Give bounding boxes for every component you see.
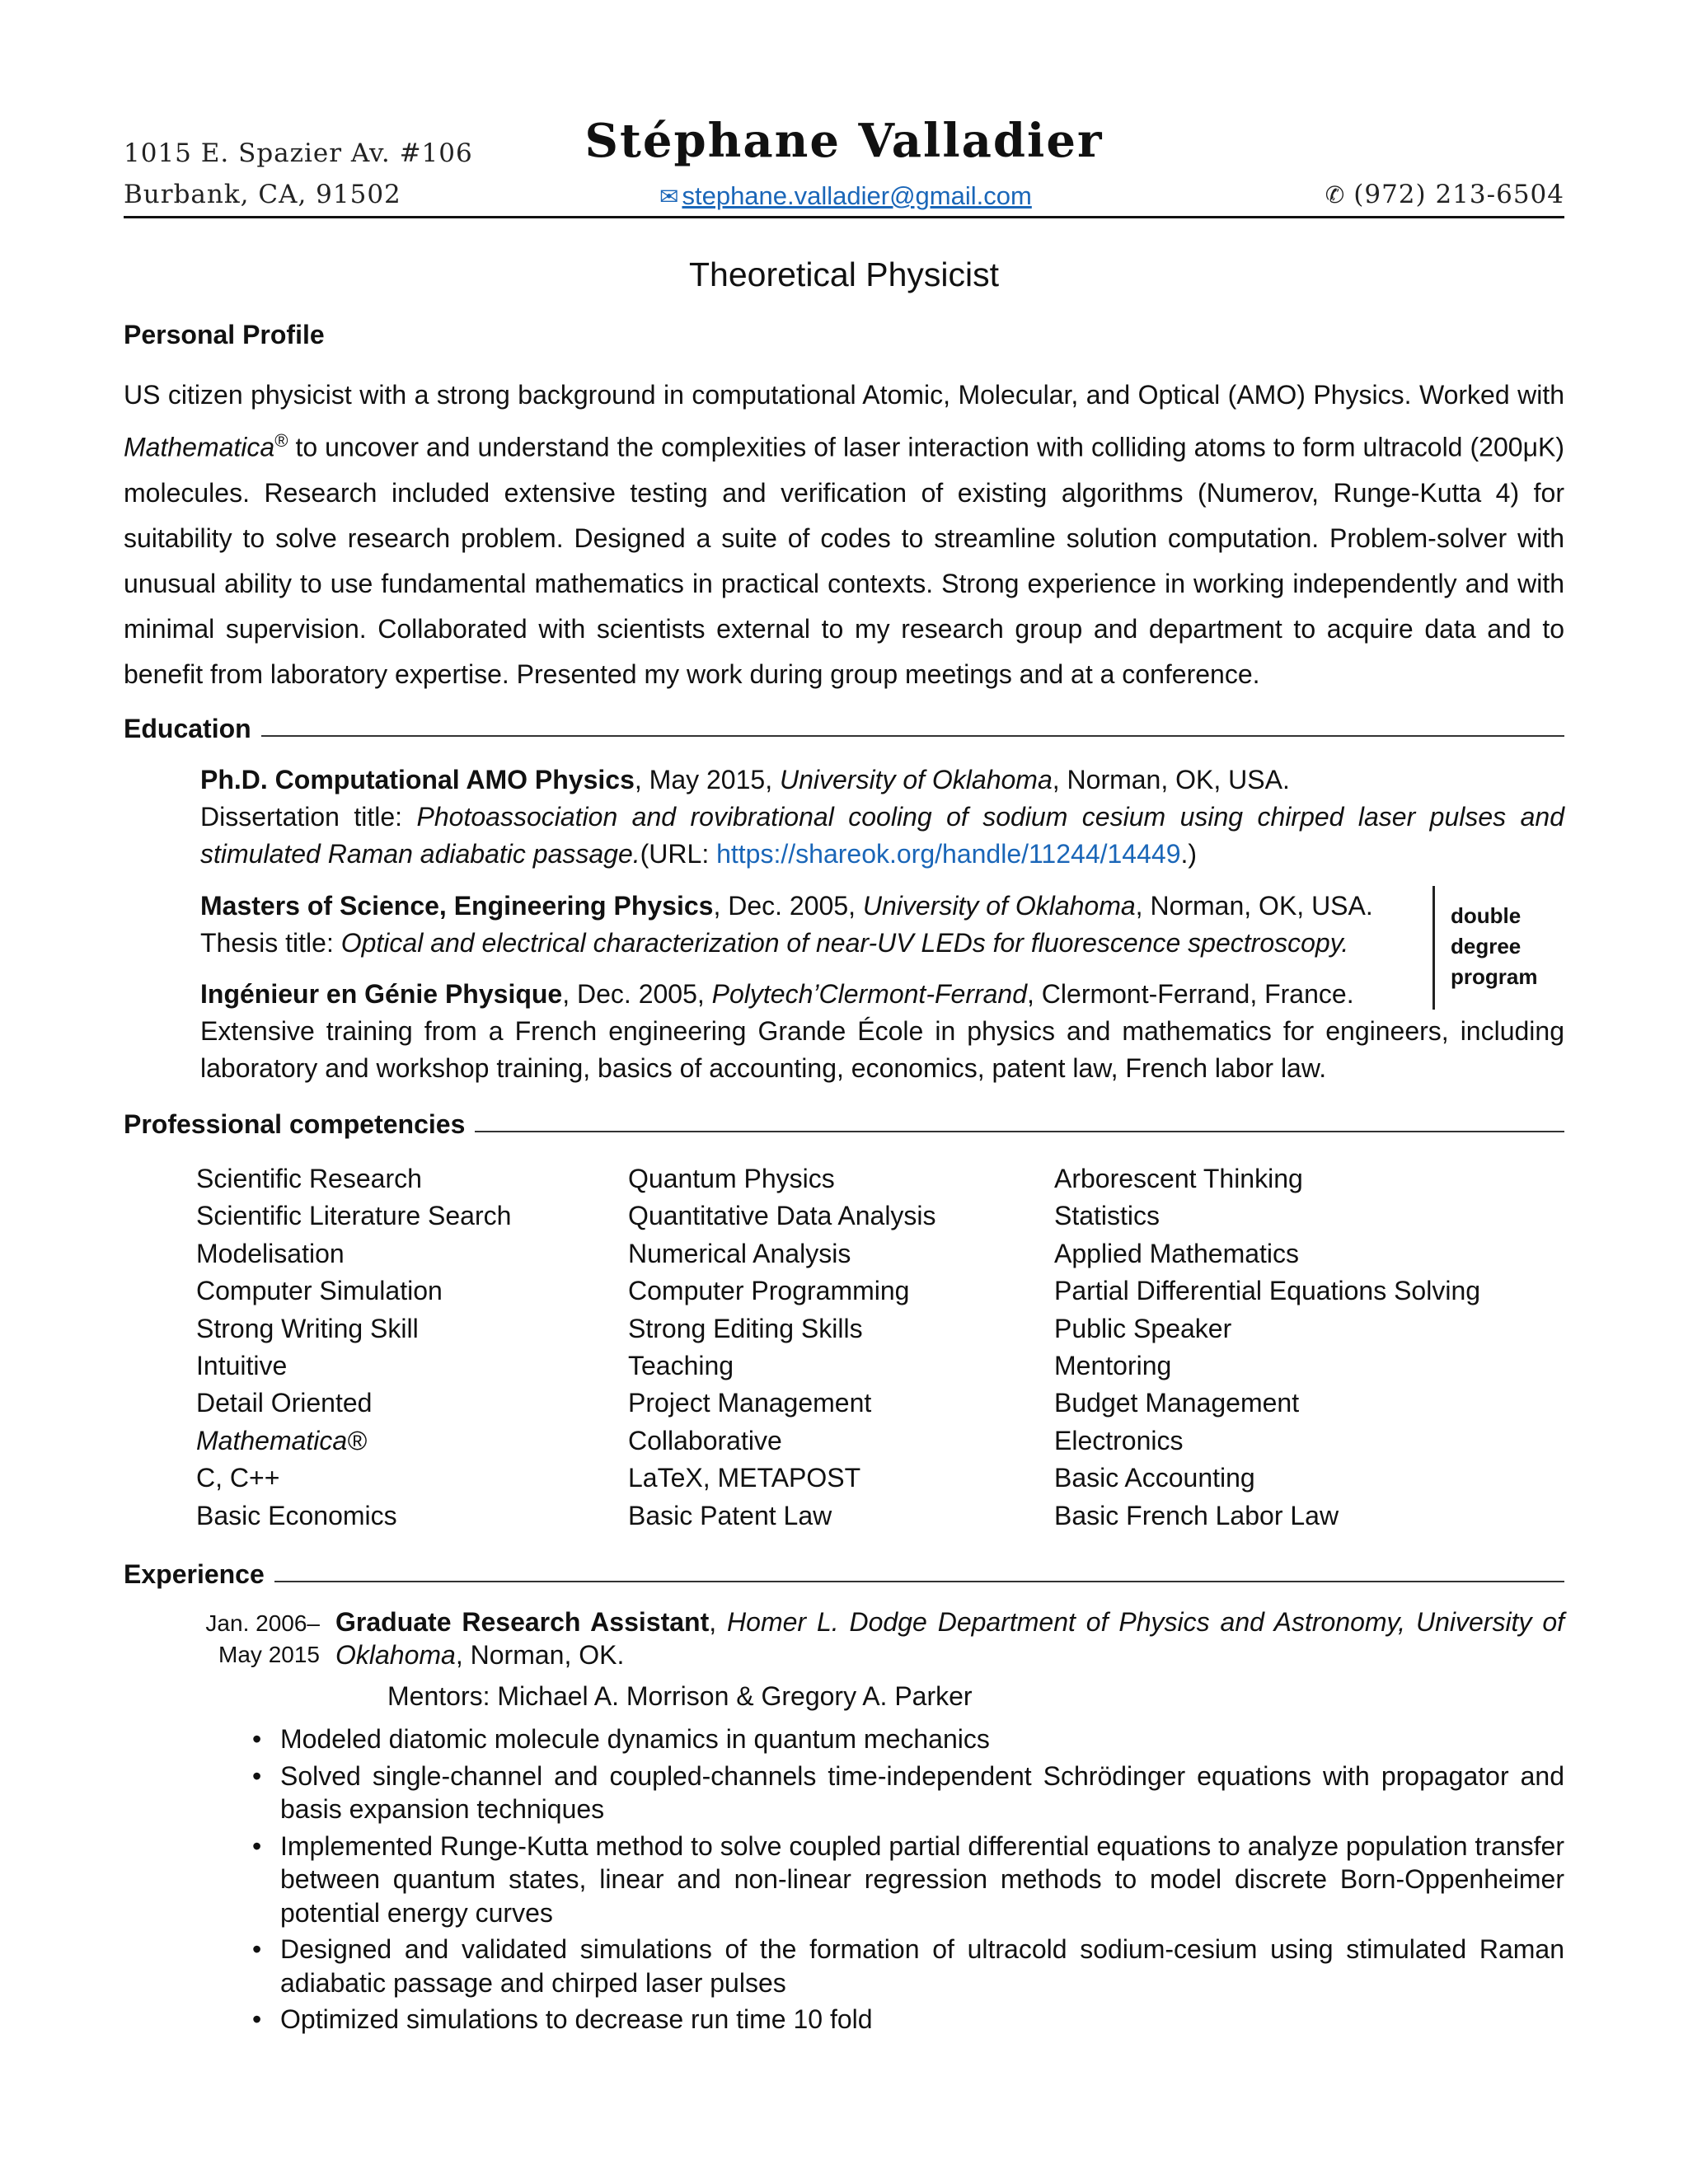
list-item: Partial Differential Equations Solving — [1054, 1276, 1481, 1306]
profile-heading: Personal Profile — [124, 320, 325, 349]
list-item: Strong Writing Skill — [196, 1313, 419, 1343]
list-item: Intuitive — [196, 1351, 288, 1381]
header-divider — [124, 216, 1564, 218]
list-item: Scientific Literature Search — [196, 1201, 512, 1231]
dissertation-link[interactable]: https://shareok.org/handle/11244/14449 — [716, 839, 1181, 869]
envelope-icon: ✉ — [659, 184, 679, 209]
double-degree-bracket — [1432, 886, 1435, 1010]
phone-contact — [1325, 180, 1564, 209]
list-item: Mentoring — [1054, 1351, 1172, 1381]
page-title: Stéphane Valladier — [584, 114, 1104, 168]
ing-desc: Extensive training from a French engineering Grande École in physics and mathematics for engineers, including laboratory and workshop training, basics of accounting, economics, patent law, French labor law. — [200, 1016, 1564, 1083]
list-item: Teaching — [628, 1351, 734, 1381]
address-line-1: 1015 E. Spazier Av. #106 — [124, 138, 473, 168]
list-item: • Designed and validated simulations of the formation of ultracold sodium-cesium using stimulated Raman adiabatic passage and chirped laser pulses — [247, 1933, 1564, 1999]
competencies-col-2 — [628, 1160, 936, 1535]
list-item: Statistics — [1054, 1201, 1160, 1231]
list-item: Quantum Physics — [628, 1164, 835, 1193]
education-heading-label: Education — [124, 714, 251, 743]
exp-mentors: Mentors: Michael A. Morrison & Gregory A. Parker — [387, 1681, 973, 1711]
phd-place: , Norman, OK, USA. — [1052, 765, 1290, 794]
competencies-heading — [124, 1109, 1564, 1140]
profile-text-1: US citizen physicist with a strong background in computational Atomic, Molecular, and Optical (AMO) Physics. Worked with — [124, 380, 1564, 410]
phd-diss-title: Photoassociation and rovibrational cooling of sodium cesium using chirped laser pulses and stimulated Raman adiabatic passage. — [200, 802, 1565, 869]
ing-school: Polytech’Clermont-Ferrand — [711, 979, 1028, 1009]
exp-bullet-list — [247, 1722, 1564, 2040]
list-item: Numerical Analysis — [628, 1238, 851, 1268]
email-link[interactable]: stephane.valladier@gmail.com — [682, 181, 1032, 210]
phd-school: University of Oklahoma — [779, 765, 1053, 794]
ms-thesis-label: Thesis title: — [200, 928, 341, 958]
list-item: Modelisation — [196, 1238, 345, 1268]
list-item: Basic Accounting — [1054, 1463, 1255, 1493]
list-item: Arborescent Thinking — [1054, 1164, 1303, 1193]
ing-date: , Dec. 2005, — [562, 979, 712, 1009]
list-item: Public Speaker — [1054, 1313, 1232, 1343]
exp-date-end: May 2015 — [218, 1642, 320, 1667]
ms-place: , Norman, OK, USA. — [1135, 891, 1373, 921]
double-degree-word-3: program — [1451, 964, 1538, 989]
education-heading — [124, 714, 1564, 744]
section-rule — [274, 1581, 1564, 1582]
list-item: Strong Editing Skills — [628, 1313, 863, 1343]
list-item: Basic Patent Law — [628, 1500, 832, 1530]
profile-mathematica: Mathematica — [124, 432, 275, 462]
email-contact — [659, 181, 1032, 211]
section-rule — [475, 1131, 1564, 1132]
phd-degree: Ph.D. Computational AMO Physics — [200, 765, 635, 794]
edu-ms — [200, 888, 1420, 962]
ing-degree: Ingénieur en Génie Physique — [200, 979, 563, 1009]
ms-thesis-title: Optical and electrical characterization of near-UV LEDs for fluorescence spectroscopy. — [340, 928, 1349, 958]
profile-text — [124, 373, 1564, 697]
phd-date: , May 2015, — [634, 765, 780, 794]
experience-heading-label: Experience — [124, 1559, 265, 1589]
double-degree-word-1: double — [1451, 903, 1522, 928]
list-item: Basic Economics — [196, 1500, 397, 1530]
list-item: Scientific Research — [196, 1164, 422, 1193]
exp-date-start: Jan. 2006– — [205, 1610, 320, 1636]
competencies-heading-label: Professional competencies — [124, 1109, 466, 1139]
section-rule — [261, 735, 1564, 737]
address-line-2: Burbank, CA, 91502 — [124, 180, 401, 209]
list-item: Detail Oriented — [196, 1388, 373, 1418]
list-item: • Solved single-channel and coupled-channels time-independent Schrödinger equations with propagator and basis expansion techniques — [247, 1760, 1564, 1826]
double-degree-word-2: degree — [1451, 934, 1522, 958]
ing-place: , Clermont-Ferrand, France. — [1027, 979, 1354, 1009]
list-item: Mathematica® — [196, 1425, 367, 1455]
phd-diss-label: Dissertation title: — [200, 802, 417, 832]
list-item: Project Management — [628, 1388, 872, 1418]
list-item: • Implemented Runge-Kutta method to solve coupled partial differential equations to analyze population transfer between quantum states, linear and non-linear regression methods to model discrete Born-Oppenheimer potential energy curves — [247, 1830, 1564, 1930]
list-item: Collaborative — [628, 1425, 782, 1455]
list-item: C, C++ — [196, 1463, 280, 1493]
edu-phd — [200, 762, 1564, 873]
list-item: Computer Programming — [628, 1276, 910, 1306]
list-item: Basic French Labor Law — [1054, 1500, 1339, 1530]
phone-number: (972) 213-6504 — [1353, 180, 1564, 209]
competencies-col-3 — [1054, 1160, 1480, 1535]
list-item: Computer Simulation — [196, 1276, 443, 1306]
competencies-col-1 — [196, 1160, 511, 1535]
phd-url-prefix: (URL: — [640, 839, 717, 869]
exp-place: , Norman, OK. — [455, 1640, 625, 1670]
exp-position: Graduate Research Assistant, Homer L. Dodge Department of Physics and Astronomy, University of Oklahoma, Norman, OK. — [335, 1607, 1565, 1670]
list-item: Electronics — [1054, 1425, 1184, 1455]
experience-heading — [124, 1559, 1564, 1590]
list-item: • Modeled diatomic molecule dynamics in quantum mechanics — [247, 1722, 1564, 1756]
list-item: Budget Management — [1054, 1388, 1300, 1418]
list-item: • Optimized simulations to decrease run time 10 fold — [247, 2003, 1564, 2036]
phone-icon: ✆ — [1325, 181, 1346, 209]
ms-date: , Dec. 2005, — [713, 891, 863, 921]
list-item: Quantitative Data Analysis — [628, 1201, 936, 1231]
profile-text-2: to uncover and understand the complexities of laser interaction with colliding atoms to form ultracold (200μK) molecules. Research included extensive testing and verification of existing algorithms (Numerov, Runge-Kutta 4) for suitability to solve research problem. Designed a suite of codes to streamline solution computation. Problem-solver with unusual ability to use fundamental mathematics in practical contexts. Strong experience in working independently and with minimal supervision. Collaborated with scientists external to my research group and department to acquire data and to benefit from laboratory expertise. Presented my work during group meetings and at a conference. — [124, 432, 1564, 689]
subtitle: Theoretical Physicist — [689, 255, 999, 293]
list-item: Applied Mathematics — [1054, 1238, 1300, 1268]
registered-mark: ® — [274, 430, 288, 451]
ms-degree: Masters of Science, Engineering Physics — [200, 891, 714, 921]
phd-url-suffix: .) — [1180, 839, 1198, 869]
ms-school: University of Oklahoma — [862, 891, 1136, 921]
exp-org: Homer L. Dodge Department of Physics and Astronomy, University of Oklahoma — [335, 1607, 1565, 1670]
exp-title: Graduate Research Assistant — [335, 1607, 710, 1637]
list-item: LaTeX, METAPOST — [628, 1463, 861, 1493]
edu-ingenieur — [200, 976, 1564, 1087]
